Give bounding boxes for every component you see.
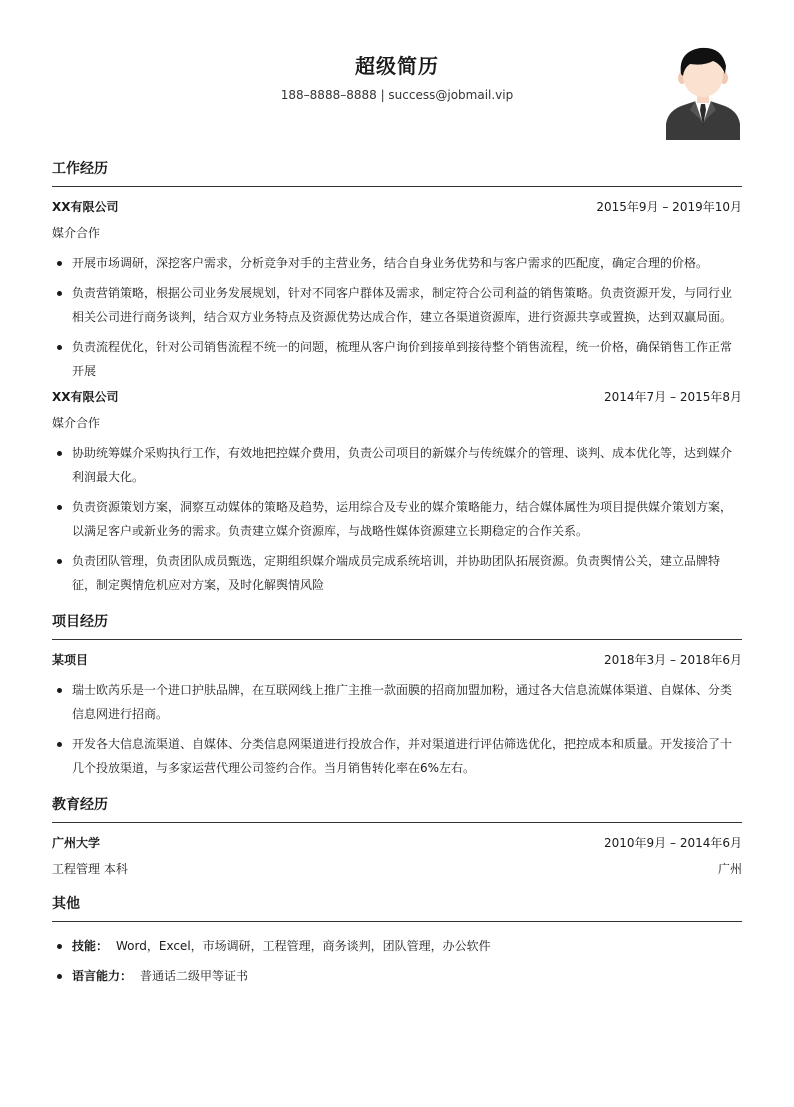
education-entry [52, 835, 742, 877]
list-item: 开展市场调研，深挖客户需求，分析竞争对手的主营业务，结合自身业务优势和与客户需求的匹配度，确定合理的价格。 [52, 251, 742, 275]
section-title: 工作经历 [52, 158, 742, 187]
list-item: 负责团队管理，负责团队成员甄选，定期组织媒介端成员完成系统培训，并协助团队拓展资源。负责舆情公关，建立品牌特征，制定舆情危机应对方案，及时化解舆情风险 [52, 549, 742, 597]
entry-head [52, 199, 742, 215]
list-item: 开发各大信息流渠道、自媒体、分类信息网渠道进行投放合作，并对渠道进行评估筛选优化，把控成本和质量。开发接洽了十几个投放渠道，与多家运营代理公司签约合作。当月销售转化率在6%左右。 [52, 732, 742, 780]
bullet-list [52, 251, 742, 383]
date-range: 2010年9月 – 2014年6月 [604, 836, 742, 850]
list-item: 负责流程优化，针对公司销售流程不统一的问题，梳理从客户询价到接单到接待整个销售流程，统一价格，确保销售工作正常开展 [52, 335, 742, 383]
skills-value: Word，Excel，市场调研，工程管理，商务谈判，团队管理，办公软件 [116, 939, 491, 953]
project-experience-section [52, 611, 742, 780]
education-section [52, 794, 742, 877]
contact-separator: | [376, 88, 389, 102]
work-entry [52, 199, 742, 383]
company-name: XX有限公司 [52, 390, 119, 404]
school-name: 广州大学 [52, 836, 101, 850]
avatar-icon [666, 44, 740, 140]
date-range: 2015年9月 – 2019年10月 [596, 200, 742, 214]
list-item: 负责资源策划方案，洞察互动媒体的策略及趋势，运用综合及专业的媒介策略能力，结合媒体属性为项目提供媒介策划方案，以满足客户或新业务的需求。负责建立媒介资源库，与战略性媒体资源建立长期稳定的合作关系。 [52, 495, 742, 543]
bullet-list [52, 934, 742, 988]
job-role: 媒介合作 [52, 226, 101, 240]
list-item [52, 934, 742, 958]
project-name: 某项目 [52, 653, 89, 667]
company-name: XX有限公司 [52, 200, 119, 214]
email-address: success@jobmail.vip [388, 88, 514, 102]
list-item: 负责营销策略，根据公司业务发展规划，针对不同客户群体及需求，制定符合公司利益的销售策略。负责资源开发，与同行业相关公司进行商务谈判，结合双方业务特点及资源优势达成合作，建立各渠道资源库，进行资源共享或置换，达到双赢局面。 [52, 281, 742, 329]
bullet-list [52, 441, 742, 597]
work-entry [52, 389, 742, 597]
candidate-name: 超级简历 [355, 54, 439, 78]
phone-number: 188–8888–8888 [280, 88, 377, 102]
date-range: 2014年7月 – 2015年8月 [604, 390, 742, 404]
entry-sub [52, 415, 742, 431]
section-title: 项目经历 [52, 611, 742, 640]
work-experience-section [52, 158, 742, 597]
entry-head [52, 652, 742, 668]
resume-header [0, 0, 794, 150]
job-role: 媒介合作 [52, 416, 101, 430]
school-location: 广州 [717, 862, 742, 876]
language-value: 普通话二级甲等证书 [140, 969, 249, 983]
resume-content [52, 158, 742, 1002]
entry-head [52, 835, 742, 851]
other-section [52, 893, 742, 988]
date-range: 2018年3月 – 2018年6月 [604, 653, 742, 667]
skills-label: 技能： [72, 939, 109, 953]
section-title: 其他 [52, 893, 742, 922]
section-title: 教育经历 [52, 794, 742, 823]
list-item: 协助统筹媒介采购执行工作，有效地把控媒介费用，负责公司项目的新媒介与传统媒介的管理、谈判、成本优化等，达到媒介利润最大化。 [52, 441, 742, 489]
list-item [52, 964, 742, 988]
list-item: 瑞士欧芮乐是一个进口护肤品牌，在互联网线上推广主推一款面膜的招商加盟加粉，通过各大信息流媒体渠道、自媒体、分类信息网进行招商。 [52, 678, 742, 726]
entry-sub [52, 225, 742, 241]
bullet-list [52, 678, 742, 780]
project-entry [52, 652, 742, 780]
major-degree: 工程管理 本科 [52, 862, 128, 876]
language-label: 语言能力： [72, 969, 133, 983]
entry-head [52, 389, 742, 405]
entry-sub [52, 861, 742, 877]
